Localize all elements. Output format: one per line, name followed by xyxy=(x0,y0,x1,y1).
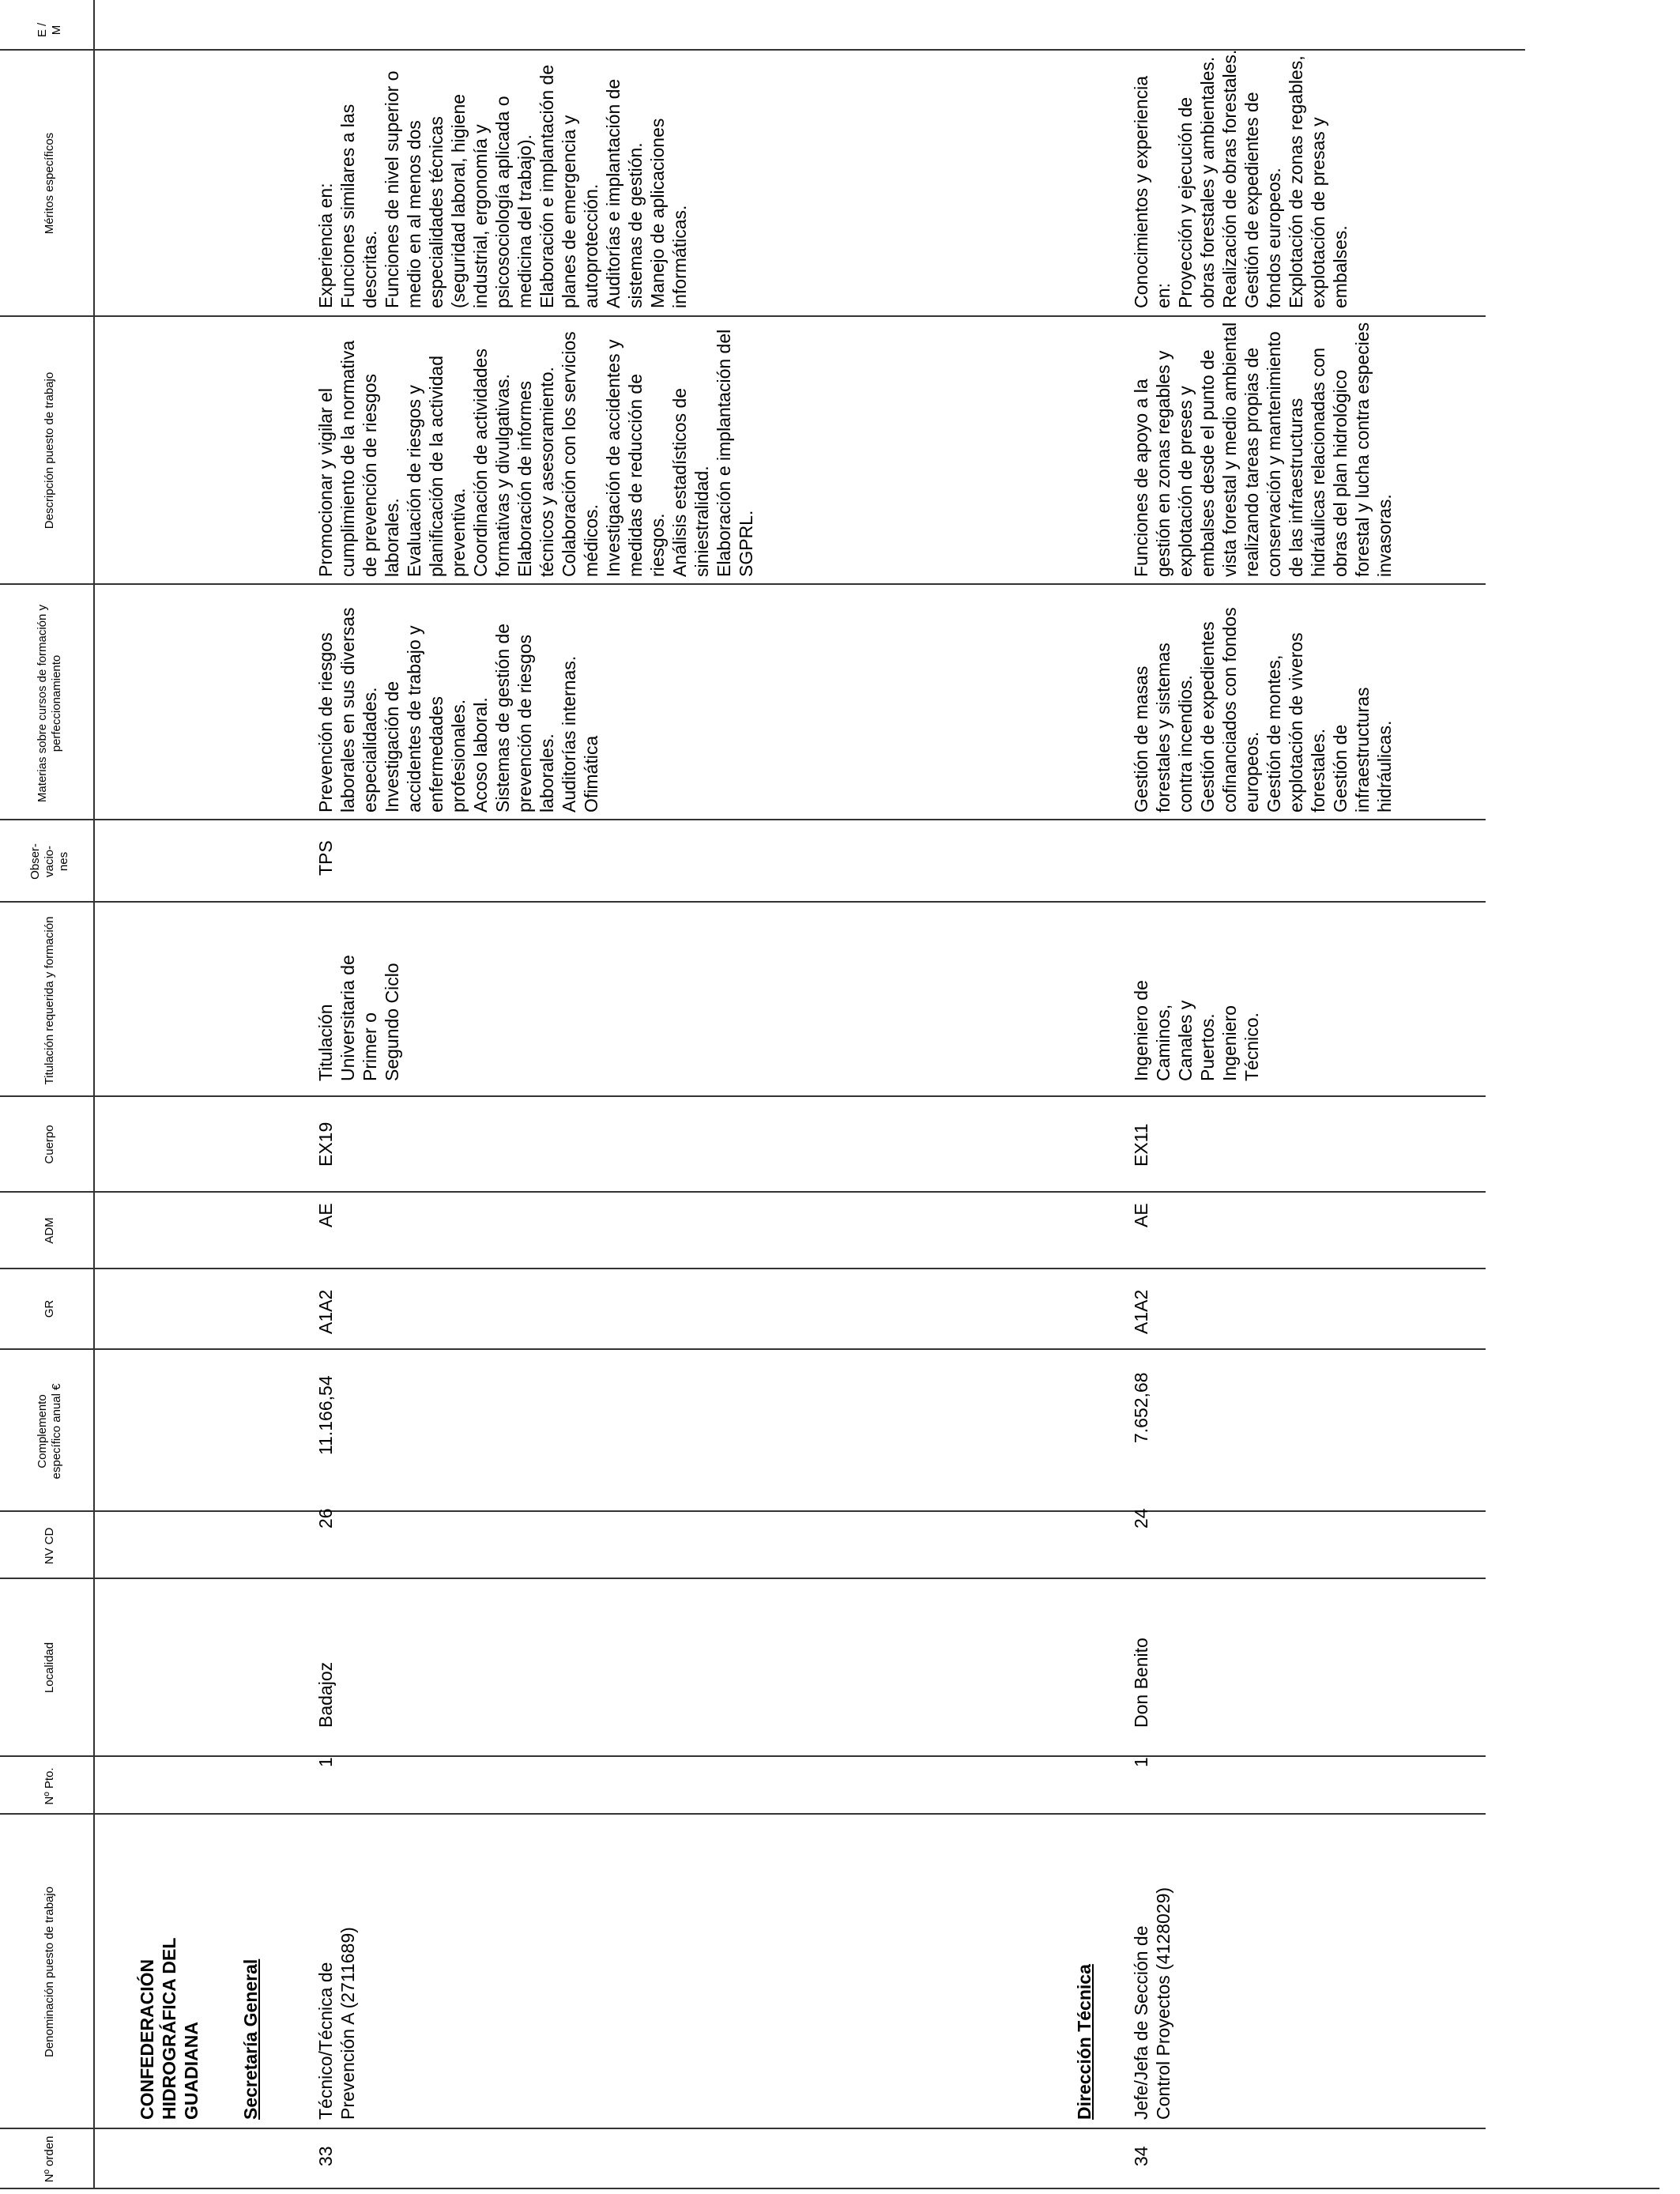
cell-npto: 1 xyxy=(315,1757,336,1767)
cell-descripcion xyxy=(1130,321,1396,577)
header-em: E / M xyxy=(36,22,63,38)
cell-meritos xyxy=(315,58,691,308)
descripcion-item: Coordinación de actividades formativas y divulgativas. xyxy=(470,349,513,577)
descripcion-item: Evaluación de riesgos y planificación de la actividad preventiva. xyxy=(404,355,469,577)
cell-localidad: Don Benito xyxy=(1131,1638,1151,1728)
descripcion-item: Promocionar y vigilar el cumplimiento de la normativa de prevención de riesgos laborales. xyxy=(315,340,402,577)
descripcion-item: Análisis estadísticos de siniestralidad. xyxy=(669,387,712,577)
descripcion-item: Elaboración de informes técnicos y asesoramiento. xyxy=(514,367,557,577)
header-descripcion: Descripción puesto de trabajo xyxy=(43,371,56,530)
header-localidad: Localidad xyxy=(43,1642,56,1694)
header-orden: Nº orden xyxy=(43,2136,56,2183)
cell-complemento: 11.166,54 xyxy=(315,1375,336,1455)
materias-item: Gestión de expedientes cofinanciados con fondos europeos. xyxy=(1197,607,1262,812)
cell-meritos xyxy=(1130,47,1351,308)
header-denominacion: Denominación puesto de trabajo xyxy=(43,1887,56,2057)
header-complemento: Complemento específico anual € xyxy=(36,1383,63,1480)
cell-adm: AE xyxy=(1131,1203,1151,1227)
meritos-item: Explotación de zonas regables, explotación de presas y embalses. xyxy=(1286,55,1350,308)
header-meritos: Méritos específicos xyxy=(43,132,56,235)
cell-nvcd: 26 xyxy=(315,1508,336,1529)
header-gr: GR xyxy=(43,1299,56,1318)
descripcion-item: Elaboración e implantación del SGPRL. xyxy=(714,329,756,577)
column-rule xyxy=(0,819,1486,820)
header-nvcd: NV CD xyxy=(43,1527,56,1565)
meritos-item: Experiencia en: xyxy=(315,183,336,308)
column-rule xyxy=(0,1813,1486,1815)
cell-npto: 1 xyxy=(1131,1757,1151,1767)
cell-complemento: 7.652,68 xyxy=(1131,1372,1151,1443)
meritos-item: Funciones de nivel superior o medio en al menos dos especialidades técnicas (seguridad laboral, higiene industrial, ergonomía y psicosociología aplicada o medicina del trabajo). xyxy=(382,70,535,308)
column-rule xyxy=(0,1348,1486,1350)
column-rule xyxy=(0,1510,1486,1512)
column-rule xyxy=(0,1268,1486,1269)
header-cuerpo: Cuerpo xyxy=(43,1125,56,1164)
cell-denominacion: Jefe/Jefa de Sección de Control Proyectos (4128029) xyxy=(1131,1887,1173,2120)
header-adm: ADM xyxy=(43,1217,56,1244)
cell-observaciones: TPS xyxy=(315,840,336,876)
column-rule xyxy=(0,1755,1486,1757)
descripcion-item: Investigación de accidentes y medidas de reducción de riesgos. xyxy=(603,339,668,577)
column-rule xyxy=(0,2128,1486,2129)
meritos-item: Auditorías e implantación de sistemas de gestión. xyxy=(603,78,646,308)
materias-item: Investigación de accidentes de trabajo y enfermedades profesionales. xyxy=(382,625,469,812)
descripcion-item: Colaboración con los servicios médicos. xyxy=(559,331,601,577)
cell-titulacion: Titulación Universitaria de Primer o Segundo Ciclo xyxy=(315,955,402,1081)
section-title: Secretaría General xyxy=(240,1958,261,2120)
organism-title: CONFEDERACIÓN HIDROGRÁFICA DEL GUADIANA xyxy=(137,1938,202,2120)
header-observaciones: Obser-vacio-nes xyxy=(28,843,70,880)
cell-descripcion xyxy=(315,329,757,577)
meritos-item: Gestión de expedientes de fondos europeos. xyxy=(1241,92,1284,308)
materias-item: Acoso laboral. xyxy=(470,697,491,812)
header-titulacion: Titulación requerida y formación xyxy=(43,916,56,1085)
section-title: Dirección Técnica xyxy=(1074,1964,1094,2120)
column-rule xyxy=(0,315,1486,317)
cell-adm: AE xyxy=(315,1203,336,1227)
header-materias: Materias sobre cursos de formación y perfeccionamiento xyxy=(36,604,63,803)
column-rule xyxy=(0,901,1486,903)
materias-item: Prevención de riesgos laborales en sus diversas especialidades. xyxy=(315,607,380,812)
header-npto: Nº Pto. xyxy=(43,1767,56,1805)
cell-nvcd: 24 xyxy=(1131,1508,1151,1529)
column-rule xyxy=(0,2188,1659,2189)
materias-item: Auditorías internas. xyxy=(559,655,579,812)
meritos-item: Manejo de aplicaciones informáticas. xyxy=(647,118,690,308)
cell-orden: 34 xyxy=(1131,2146,1151,2166)
cell-materias xyxy=(315,605,602,812)
cell-titulacion: Ingeniero de Caminos, Canales y Puertos. Ingeniero Técnico. xyxy=(1131,980,1262,1081)
cell-gr: A1A2 xyxy=(1131,1289,1151,1334)
cell-gr: A1A2 xyxy=(315,1289,336,1334)
cell-cuerpo: EX11 xyxy=(1131,1123,1151,1167)
meritos-item: Funciones similares a las descritas. xyxy=(337,104,380,308)
materias-item: Gestión de masas forestales y sistemas contra incendios. xyxy=(1131,643,1196,812)
column-rule xyxy=(0,583,1486,585)
column-rule xyxy=(0,1095,1486,1097)
cell-denominacion: Técnico/Técnica de Prevención A (2711689) xyxy=(315,1927,358,2120)
cell-localidad: Badajoz xyxy=(315,1661,336,1728)
column-rule xyxy=(0,1578,1486,1579)
materias-item: Sistemas de gestión de prevención de riesgos laborales. xyxy=(492,623,557,812)
meritos-item: Conocimientos y experiencia en: xyxy=(1131,75,1173,308)
cell-cuerpo: EX19 xyxy=(315,1122,336,1167)
descripcion-item: Funciones de apoyo a la gestión en zonas regables y explotación de preses y embalses desde el punto de vista forestal y medio ambiental realizando tareas propias de conservación y mantenimiento de las infraestructuras hidráulicas relacionadas con obras del plan hidrológico forestal y lucha contra especies invasoras. xyxy=(1131,322,1395,577)
materias-item: Ofimática xyxy=(581,735,601,812)
header-rule xyxy=(93,0,95,2189)
meritos-item: Realización de obras forestales. xyxy=(1219,49,1240,308)
cell-materias xyxy=(1130,599,1396,812)
meritos-item: Elaboración e implantación de planes de emergencia y autoprotección. xyxy=(537,64,601,308)
cell-orden: 33 xyxy=(315,2146,336,2166)
column-rule xyxy=(0,1191,1486,1193)
meritos-item: Proyección y ejecución de obras forestales y ambientales. xyxy=(1175,56,1218,308)
materias-item: Gestión de montes, explotación de viveros forestales. xyxy=(1264,632,1328,812)
materias-item: Gestión de infraestructuras hidráulicas. xyxy=(1330,687,1395,812)
